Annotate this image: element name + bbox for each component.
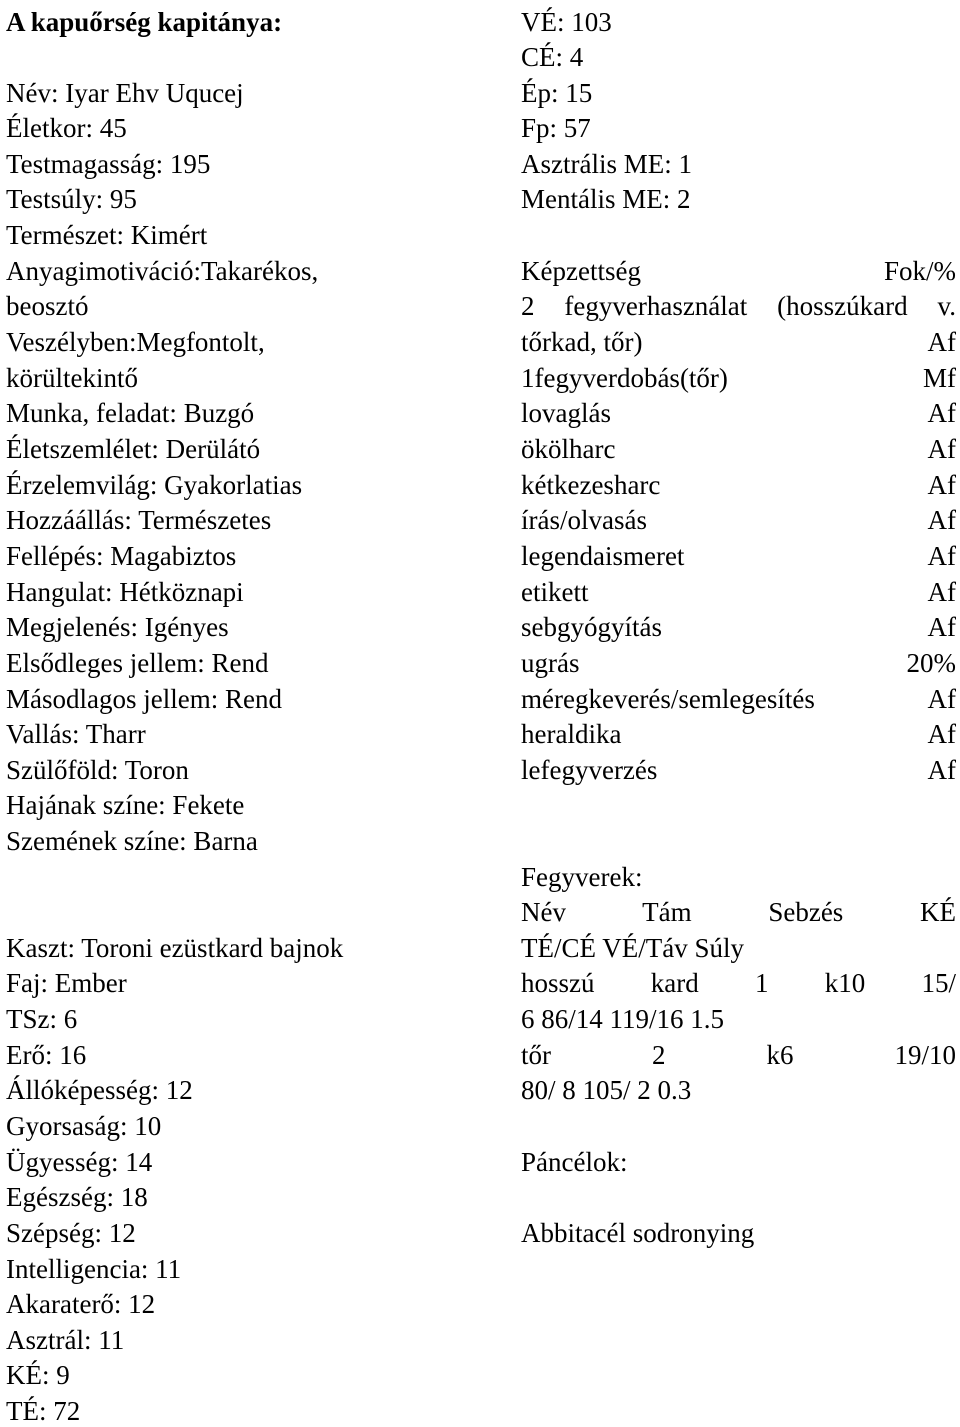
skill-level: Af [927, 541, 956, 571]
skill-name: lefegyverzés [521, 755, 658, 785]
skill-level: Af [927, 684, 956, 714]
skill-level: Af [927, 398, 956, 428]
left-line-strength: Erő: 16 [6, 1040, 87, 1070]
skill-level: Af [927, 612, 956, 642]
left-line-motivation-2: beosztó [6, 291, 89, 321]
skill-name: heraldika [521, 719, 622, 749]
left-line-beauty: Szépség: 12 [6, 1218, 136, 1248]
left-line-appearance: Megjelenés: Igényes [6, 612, 229, 642]
left-line-ke: KÉ: 9 [6, 1360, 70, 1390]
weapons-line: tőr 2 k6 19/10 [521, 1040, 956, 1070]
skill-name: kétkezesharc [521, 470, 661, 500]
weapons-title: Fegyverek: [521, 862, 643, 892]
skill-level: Af [927, 719, 956, 749]
skill-level: Af [927, 577, 956, 607]
left-line-presence: Fellépés: Magabiztos [6, 541, 237, 571]
left-line-attitude: Hozzáállás: Természetes [6, 505, 272, 535]
armor-title: Páncélok: [521, 1147, 628, 1177]
skills-header-level: Fok/% [883, 256, 956, 286]
skill-name: ugrás [521, 648, 580, 678]
stat-mental-me: Mentális ME: 2 [521, 184, 691, 214]
skill-weapon-use-line: 2 fegyverhasználat (hosszúkard v. [521, 291, 956, 321]
left-line-class: Kaszt: Toroni ezüstkard bajnok [6, 933, 344, 963]
left-line-motivation: Anyagimotiváció:Takarékos, [6, 256, 319, 286]
armor-item: Abbitacél sodronying [521, 1218, 755, 1248]
left-line-outlook: Életszemlélet: Derülátó [6, 434, 261, 464]
left-line-astral: Asztrál: 11 [6, 1325, 125, 1355]
left-line-te: TÉ: 72 [6, 1396, 81, 1426]
skill-name: tőrkad, tőr) [521, 327, 643, 357]
left-line-health: Egészség: 18 [6, 1182, 148, 1212]
left-line-danger-2: körültekintő [6, 363, 138, 393]
skill-level: Af [927, 470, 956, 500]
left-line-danger: Veszélyben:Megfontolt, [6, 327, 265, 357]
page-title: A kapuőrség kapitánya: [6, 7, 283, 37]
left-line-primary-alignment: Elsődleges jellem: Rend [6, 648, 269, 678]
stat-ve: VÉ: 103 [521, 7, 612, 37]
weapons-line: hosszú kard 1 k10 15/ [521, 968, 956, 998]
stat-ep: Ép: 15 [521, 78, 593, 108]
skill-name: 1fegyverdobás(tőr) [521, 363, 728, 393]
left-line-mood: Hangulat: Hétköznapi [6, 577, 244, 607]
skill-level: Af [927, 327, 956, 357]
skill-name: etikett [521, 577, 589, 607]
weapons-line: TÉ/CÉ VÉ/Táv Súly [521, 933, 744, 963]
skill-level: Mf [923, 363, 956, 393]
skill-name: méregkeverés/semlegesítés [521, 684, 815, 714]
left-line-religion: Vallás: Tharr [6, 719, 146, 749]
weapons-line: 6 86/14 119/16 1.5 [521, 1004, 725, 1034]
left-line-speed: Gyorsaság: 10 [6, 1111, 162, 1141]
left-line-dexterity: Ügyesség: 14 [6, 1147, 153, 1177]
left-line-endurance: Állóképesség: 12 [6, 1075, 193, 1105]
left-line-eyes: Szemének színe: Barna [6, 826, 258, 856]
weapons-line: 80/ 8 105/ 2 0.3 [521, 1075, 692, 1105]
skill-name: legendaismeret [521, 541, 685, 571]
left-line-weight: Testsúly: 95 [6, 184, 137, 214]
left-line-willpower: Akaraterő: 12 [6, 1289, 156, 1319]
skill-name: lovaglás [521, 398, 611, 428]
skills-header-name: Képzettség [521, 256, 641, 286]
left-line-work: Munka, feladat: Buzgó [6, 398, 255, 428]
skill-level: Af [927, 505, 956, 535]
left-line-hair: Hajának színe: Fekete [6, 790, 245, 820]
skill-level: Af [927, 434, 956, 464]
stat-astral-me: Asztrális ME: 1 [521, 149, 692, 179]
left-line-height: Testmagasság: 195 [6, 149, 211, 179]
left-line-level: TSz: 6 [6, 1004, 78, 1034]
left-line-emotions: Érzelemvilág: Gyakorlatias [6, 470, 303, 500]
left-line-name: Név: Iyar Ehv Uqucej [6, 78, 244, 108]
skill-name: írás/olvasás [521, 505, 647, 535]
left-line-intelligence: Intelligencia: 11 [6, 1254, 182, 1284]
weapons-line: Név Tám Sebzés KÉ [521, 897, 956, 927]
left-line-homeland: Szülőföld: Toron [6, 755, 189, 785]
skill-name: ökölharc [521, 434, 616, 464]
left-line-nature: Természet: Kimért [6, 220, 208, 250]
left-line-race: Faj: Ember [6, 968, 127, 998]
left-line-secondary-alignment: Másodlagos jellem: Rend [6, 684, 282, 714]
skill-name: sebgyógyítás [521, 612, 662, 642]
stat-fp: Fp: 57 [521, 113, 591, 143]
skill-level: Af [927, 755, 956, 785]
skill-level: 20% [906, 648, 956, 678]
left-line-age: Életkor: 45 [6, 113, 127, 143]
stat-ce: CÉ: 4 [521, 42, 584, 72]
